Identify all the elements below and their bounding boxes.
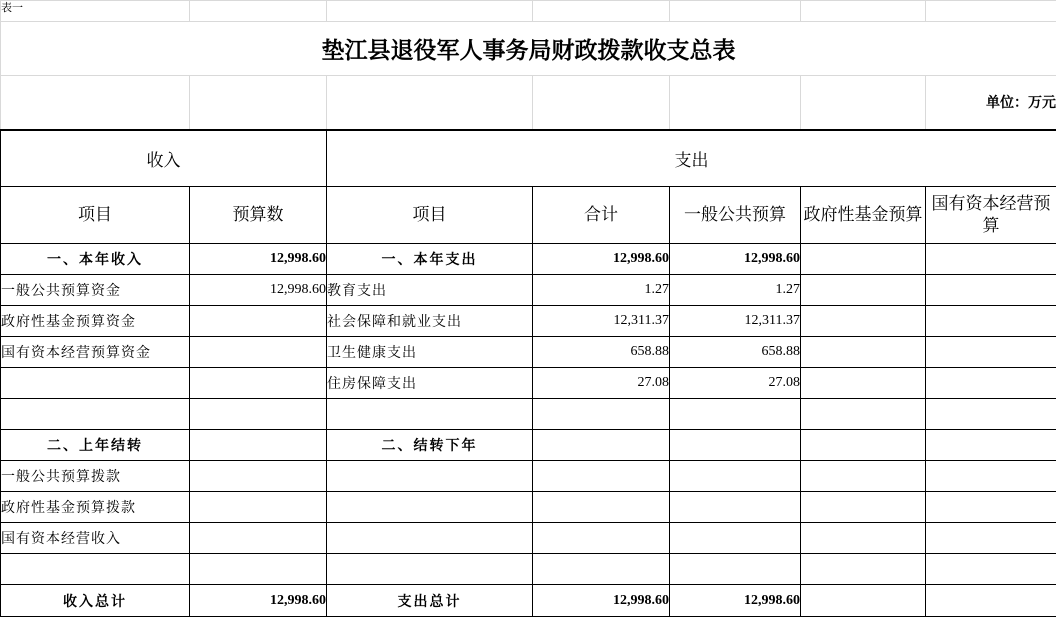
expense-item-cell[interactable]: 一、本年支出 bbox=[327, 244, 533, 275]
table-row bbox=[1, 244, 1056, 275]
expense-item-cell[interactable]: 住房保障支出 bbox=[327, 368, 533, 399]
expense-item-cell[interactable] bbox=[327, 461, 533, 492]
table-row bbox=[1, 523, 1056, 554]
table-row bbox=[1, 368, 1056, 399]
title-row bbox=[1, 22, 1056, 76]
state-capital-cell[interactable] bbox=[926, 492, 1056, 523]
empty-cell[interactable] bbox=[1, 76, 190, 130]
col-header-gov-fund-budget[interactable]: 政府性基金预算 bbox=[801, 187, 926, 244]
total-cell[interactable] bbox=[533, 554, 670, 585]
empty-cell[interactable] bbox=[533, 76, 670, 130]
gov-fund-cell[interactable] bbox=[801, 399, 926, 430]
state-capital-cell[interactable] bbox=[926, 244, 1056, 275]
sheet-tag-row bbox=[1, 1, 1056, 22]
income-budget-cell[interactable] bbox=[190, 554, 327, 585]
gov-fund-cell[interactable] bbox=[801, 523, 926, 554]
state-capital-cell[interactable] bbox=[926, 430, 1056, 461]
col-header-income-item[interactable]: 项目 bbox=[1, 187, 190, 244]
empty-cell[interactable] bbox=[327, 76, 533, 130]
empty-cell[interactable] bbox=[533, 1, 670, 22]
empty-cell[interactable] bbox=[926, 1, 1056, 22]
general-budget-cell[interactable] bbox=[670, 399, 801, 430]
table-row bbox=[1, 554, 1056, 585]
expense-item-cell[interactable] bbox=[327, 523, 533, 554]
expense-item-cell[interactable] bbox=[327, 492, 533, 523]
state-capital-cell[interactable] bbox=[926, 306, 1056, 337]
income-budget-cell[interactable] bbox=[190, 523, 327, 554]
sheet-tag[interactable]: 表一 bbox=[1, 1, 190, 22]
empty-cell[interactable] bbox=[327, 1, 533, 22]
income-item-cell[interactable]: 政府性基金预算拨款 bbox=[1, 492, 190, 523]
income-section-header[interactable]: 收入 bbox=[1, 130, 327, 187]
income-budget-cell[interactable] bbox=[190, 492, 327, 523]
general-budget-cell[interactable]: 658.88 bbox=[670, 337, 801, 368]
income-budget-cell[interactable] bbox=[190, 399, 327, 430]
income-item-cell[interactable]: 国有资本经营预算资金 bbox=[1, 337, 190, 368]
income-item-cell[interactable]: 一、本年收入 bbox=[1, 244, 190, 275]
total-cell[interactable]: 12,311.37 bbox=[533, 306, 670, 337]
empty-cell[interactable] bbox=[670, 76, 801, 130]
table-row bbox=[1, 492, 1056, 523]
table-row bbox=[1, 337, 1056, 368]
table-row bbox=[1, 461, 1056, 492]
income-item-cell[interactable]: 国有资本经营收入 bbox=[1, 523, 190, 554]
state-capital-cell[interactable] bbox=[926, 554, 1056, 585]
total-cell[interactable] bbox=[533, 399, 670, 430]
state-capital-cell[interactable] bbox=[926, 275, 1056, 306]
total-cell[interactable]: 658.88 bbox=[533, 337, 670, 368]
total-cell[interactable] bbox=[533, 461, 670, 492]
general-budget-cell[interactable]: 12,998.60 bbox=[670, 585, 801, 617]
col-header-general-budget[interactable]: 一般公共预算 bbox=[670, 187, 801, 244]
general-budget-cell[interactable]: 12,311.37 bbox=[670, 306, 801, 337]
expense-item-cell[interactable]: 支出总计 bbox=[327, 585, 533, 617]
total-cell[interactable]: 1.27 bbox=[533, 275, 670, 306]
gov-fund-cell[interactable] bbox=[801, 492, 926, 523]
income-item-cell[interactable]: 一般公共预算资金 bbox=[1, 275, 190, 306]
total-cell[interactable]: 27.08 bbox=[533, 368, 670, 399]
expense-item-cell[interactable] bbox=[327, 399, 533, 430]
gov-fund-cell[interactable] bbox=[801, 306, 926, 337]
income-budget-cell[interactable]: 12,998.60 bbox=[190, 275, 327, 306]
empty-cell[interactable] bbox=[190, 76, 327, 130]
general-budget-cell[interactable] bbox=[670, 492, 801, 523]
state-capital-cell[interactable] bbox=[926, 585, 1056, 617]
income-budget-cell[interactable] bbox=[190, 306, 327, 337]
total-cell[interactable] bbox=[533, 492, 670, 523]
income-budget-cell[interactable] bbox=[190, 430, 327, 461]
general-budget-cell[interactable] bbox=[670, 461, 801, 492]
gov-fund-cell[interactable] bbox=[801, 275, 926, 306]
empty-cell[interactable] bbox=[801, 76, 926, 130]
state-capital-cell[interactable] bbox=[926, 399, 1056, 430]
income-budget-cell[interactable]: 12,998.60 bbox=[190, 585, 327, 617]
table-row bbox=[1, 585, 1056, 617]
income-item-cell[interactable]: 一般公共预算拨款 bbox=[1, 461, 190, 492]
total-cell[interactable]: 12,998.60 bbox=[533, 585, 670, 617]
section-header-row bbox=[1, 130, 1056, 187]
expense-item-cell[interactable]: 卫生健康支出 bbox=[327, 337, 533, 368]
column-header-row bbox=[1, 187, 1056, 244]
table-row bbox=[1, 275, 1056, 306]
empty-cell[interactable] bbox=[190, 1, 327, 22]
table-row bbox=[1, 306, 1056, 337]
income-budget-cell[interactable]: 12,998.60 bbox=[190, 244, 327, 275]
income-item-cell[interactable]: 政府性基金预算资金 bbox=[1, 306, 190, 337]
total-cell[interactable]: 12,998.60 bbox=[533, 244, 670, 275]
empty-cell[interactable] bbox=[801, 1, 926, 22]
general-budget-cell[interactable] bbox=[670, 554, 801, 585]
income-item-cell[interactable]: 二、上年结转 bbox=[1, 430, 190, 461]
income-budget-cell[interactable] bbox=[190, 337, 327, 368]
gov-fund-cell[interactable] bbox=[801, 585, 926, 617]
expense-item-cell[interactable]: 二、结转下年 bbox=[327, 430, 533, 461]
expense-section-header[interactable]: 支出 bbox=[327, 130, 1056, 187]
total-cell[interactable] bbox=[533, 430, 670, 461]
income-item-cell[interactable] bbox=[1, 399, 190, 430]
unit-label[interactable]: 单位：万元 bbox=[926, 76, 1056, 130]
general-budget-cell[interactable]: 27.08 bbox=[670, 368, 801, 399]
gov-fund-cell[interactable] bbox=[801, 430, 926, 461]
col-header-state-capital-budget[interactable]: 国有资本经营预算 bbox=[926, 187, 1056, 244]
income-item-cell[interactable]: 收入总计 bbox=[1, 585, 190, 617]
gov-fund-cell[interactable] bbox=[801, 461, 926, 492]
page-title[interactable]: 垫江县退役军人事务局财政拨款收支总表 bbox=[1, 22, 1056, 76]
gov-fund-cell[interactable] bbox=[801, 368, 926, 399]
table-row bbox=[1, 399, 1056, 430]
unit-row bbox=[1, 76, 1056, 130]
general-budget-cell[interactable]: 1.27 bbox=[670, 275, 801, 306]
state-capital-cell[interactable] bbox=[926, 368, 1056, 399]
general-budget-cell[interactable]: 12,998.60 bbox=[670, 244, 801, 275]
general-budget-cell[interactable] bbox=[670, 430, 801, 461]
expense-item-cell[interactable]: 社会保障和就业支出 bbox=[327, 306, 533, 337]
table-row bbox=[1, 430, 1056, 461]
state-capital-cell[interactable] bbox=[926, 523, 1056, 554]
expense-item-cell[interactable]: 教育支出 bbox=[327, 275, 533, 306]
gov-fund-cell[interactable] bbox=[801, 337, 926, 368]
col-header-expense-item[interactable]: 项目 bbox=[327, 187, 533, 244]
col-header-income-budget[interactable]: 预算数 bbox=[190, 187, 327, 244]
expense-item-cell[interactable] bbox=[327, 554, 533, 585]
gov-fund-cell[interactable] bbox=[801, 244, 926, 275]
empty-cell[interactable] bbox=[670, 1, 801, 22]
income-item-cell[interactable] bbox=[1, 368, 190, 399]
state-capital-cell[interactable] bbox=[926, 337, 1056, 368]
col-header-total[interactable]: 合计 bbox=[533, 187, 670, 244]
income-item-cell[interactable] bbox=[1, 554, 190, 585]
state-capital-cell[interactable] bbox=[926, 461, 1056, 492]
general-budget-cell[interactable] bbox=[670, 523, 801, 554]
income-budget-cell[interactable] bbox=[190, 461, 327, 492]
income-budget-cell[interactable] bbox=[190, 368, 327, 399]
gov-fund-cell[interactable] bbox=[801, 554, 926, 585]
total-cell[interactable] bbox=[533, 523, 670, 554]
